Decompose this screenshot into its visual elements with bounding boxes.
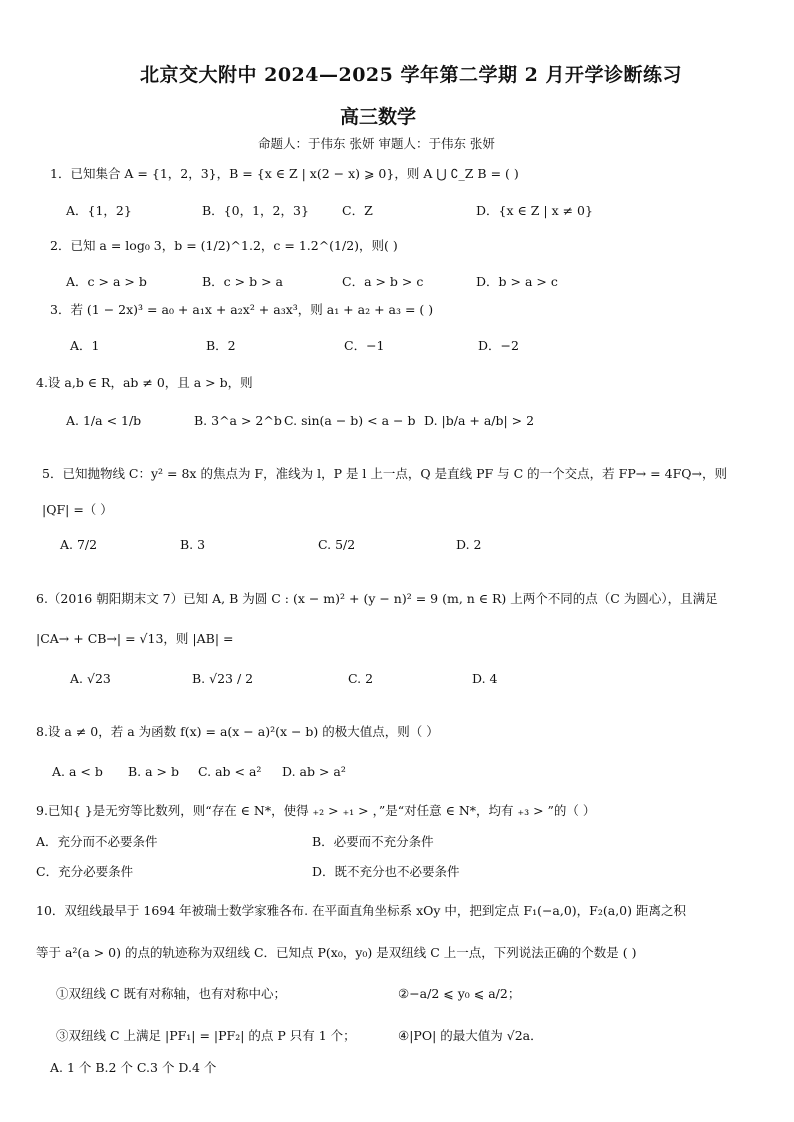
question-10-stem-line-2: 等于 a²(a > 0) 的点的轨迹称为双纽线 C．已知点 P(x₀，y₀) 是双纽线 C 上一点，下列说法正确的个数是 ( ) <box>36 945 637 960</box>
question-3-stem: 3．若 (1 − 2x)³ = a₀ + a₁x + a₂x² + a₃x³，则 a₁ + a₂ + a₃ = ( ) <box>50 302 434 317</box>
question-1-option-d: D．{x ∈ Z | x ≠ 0} <box>476 203 593 218</box>
question-5-stem-line-1: 5．已知抛物线 C：y² = 8x 的焦点为 F，准线为 l，P 是 l 上一点，Q 是直线 PF 与 C 的一个交点，若 FP→ = 4FQ→，则 <box>42 466 727 481</box>
question-10-stem-line-1: 10．双纽线最早于 1694 年被瑞士数学家雅各布. 在平面直角坐标系 xOy 中，把到定点 F₁(−a,0)，F₂(a,0) 距离之积 <box>36 903 686 918</box>
question-4-option-c: C. sin(a − b) < a − b <box>284 413 416 428</box>
question-10-options: A. 1 个 B.2 个 C.3 个 D.4 个 <box>50 1060 217 1075</box>
question-9-option-b: B．必要而不充分条件 <box>312 834 434 849</box>
question-9-option-a: A．充分而不必要条件 <box>36 834 158 849</box>
question-3-option-a: A．1 <box>70 338 100 353</box>
question-4-stem: 4.设 a,b ∈ R，ab ≠ 0，且 a > b，则 <box>36 375 253 390</box>
question-2-option-c: C．a > b > c <box>342 274 424 289</box>
question-10-statement-1: ①双纽线 C 既有对称轴，也有对称中心； <box>56 986 287 1001</box>
question-9-stem: 9.已知{ }是无穷等比数列，则“存在 ∈ N*，使得 ₊₂ > ₊₁ > ，”是“对任意 ∈ N*，均有 ₊₃ > ”的（ ） <box>36 803 596 818</box>
authors-line: 命题人：于伟东 张妍 审题人：于伟东 张妍 <box>258 136 495 151</box>
page-subtitle: 高三数学 <box>340 106 417 128</box>
question-8-option-a: A. a < b <box>52 764 103 779</box>
question-8-option-b: B. a > b <box>128 764 180 779</box>
question-6-option-b: B. √23 / 2 <box>192 671 254 686</box>
question-8-option-d: D. ab > a² <box>282 764 346 779</box>
question-4-option-d: D. |b/a + a/b| > 2 <box>424 413 535 428</box>
question-10-statement-3: ③双纽线 C 上满足 |PF₁| = |PF₂| 的点 P 只有 1 个； <box>56 1028 356 1043</box>
question-10-statement-2: ②−a/2 ⩽ y₀ ⩽ a/2； <box>398 986 521 1001</box>
question-5-option-d: D. 2 <box>456 537 482 552</box>
question-5-option-a: A. 7/2 <box>60 537 98 552</box>
question-2-option-b: B．c > b > a <box>202 274 283 289</box>
question-4-option-b: B. 3^a > 2^b <box>194 413 282 428</box>
question-2-option-a: A．c > a > b <box>66 274 147 289</box>
question-10-statement-4: ④|PO| 的最大值为 √2a． <box>398 1028 543 1043</box>
question-6-option-d: D. 4 <box>472 671 498 686</box>
question-8-option-c: C. ab < a² <box>198 764 262 779</box>
question-6-option-a: A. √23 <box>70 671 111 686</box>
question-2-option-d: D．b > a > c <box>476 274 558 289</box>
question-1-stem: 1．已知集合 A = {1，2，3}，B = {x ∈ Z | x(2 − x) ⩾ 0}，则 A ⋃ ∁_Z B = ( ) <box>50 166 519 181</box>
page-title: 北京交大附中 2024—2025 学年第二学期 2 月开学诊断练习 <box>140 64 682 86</box>
question-6-stem-line-2: |CA→ + CB→| = √13，则 |AB| = <box>36 631 234 646</box>
question-1-option-c: C．Z <box>342 203 373 218</box>
question-6-option-c: C. 2 <box>348 671 374 686</box>
question-3-option-b: B．2 <box>206 338 236 353</box>
question-5-option-b: B. 3 <box>180 537 206 552</box>
question-4-option-a: A. 1/a < 1/b <box>66 413 142 428</box>
question-3-option-c: C．−1 <box>344 338 385 353</box>
question-5-option-c: C. 5/2 <box>318 537 356 552</box>
question-1-option-a: A．{1，2} <box>66 203 132 218</box>
question-2-stem: 2．已知 a = log₀ 3，b = (1/2)^1.2，c = 1.2^(1/2)，则( ) <box>50 238 398 253</box>
question-9-option-d: D．既不充分也不必要条件 <box>312 864 460 879</box>
question-8-stem: 8.设 a ≠ 0，若 a 为函数 f(x) = a(x − a)²(x − b) 的极大值点，则（ ） <box>36 724 439 739</box>
question-5-stem-line-2: |QF| =（ ） <box>42 502 113 517</box>
question-6-stem-line-1: 6.（2016 朝阳期末文 7）已知 A, B 为圆 C : (x − m)² + (y − n)² = 9 (m, n ∈ R) 上两个不同的点（C 为圆心），且满足 <box>36 591 718 606</box>
question-9-option-c: C．充分必要条件 <box>36 864 134 879</box>
question-3-option-d: D．−2 <box>478 338 519 353</box>
question-1-option-b: B．{0，1，2，3} <box>202 203 309 218</box>
